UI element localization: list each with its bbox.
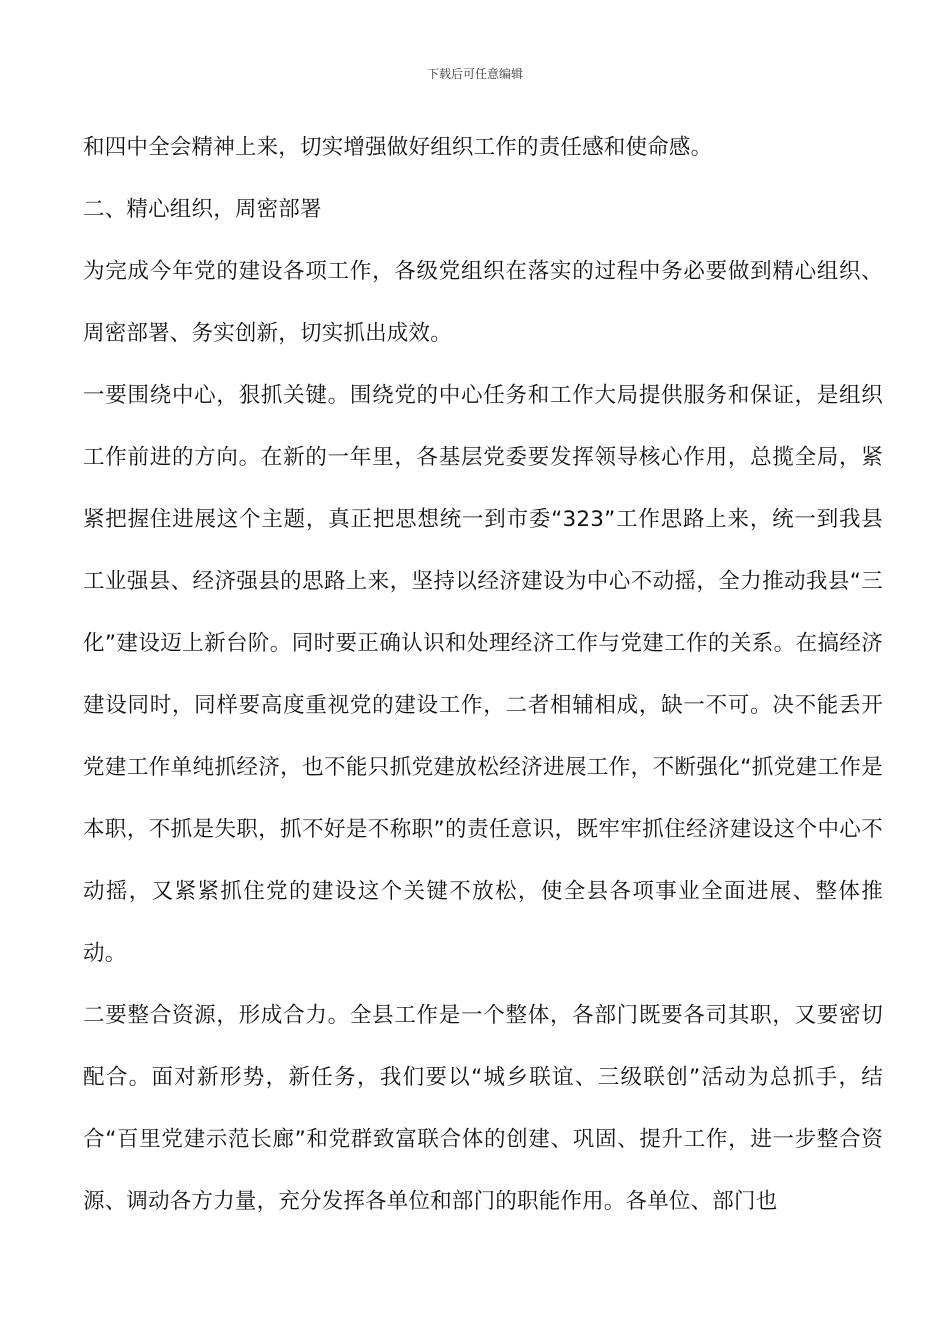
download-editable-note: 下载后可任意编辑 — [426, 67, 523, 81]
section-heading-organize-deploy: 二、精心组织，周密部署 — [83, 197, 322, 222]
paragraph-focus-center: 一要围绕中心，狠抓关键。围绕党的中心任务和工作大局提供服务和保证，是组织工作前进的方向。在新的一年里，各基层党委要发挥领导核心作用，总揽全局，紧紧把握住进展这个主题，真正把思想统一到市委“323”工作思路上来，统一到我县工业强县、经济强县的思路上来，坚持以经济建设为中心不动摇，全力推动我县“三化”建设迈上新台阶。同时要正确认识和处理经济工作与党建工作的关系。在搞经济建设同时，同样要高度重视党的建设工作，二者相辅相成，缺一不可。决不能丢开党建工作单纯抓经济，也不能只抓党建放松经济进展工作，不断强化“抓党建工作是本职，不抓是失职，抓不好是不称职”的责任意识，既牢牢抓住经济建设这个中心不动摇，又紧紧抓住党的建设这个关键不放松，使全县各项事业全面进展、整体推动。 — [83, 383, 883, 966]
paragraph-plenary-spirit: 和四中全会精神上来，切实增强做好组织工作的责任感和使命感。 — [83, 135, 713, 160]
paragraph-party-building-tasks: 为完成今年党的建设各项工作，各级党组织在落实的过程中务必要做到精心组织、周密部署、务实创新，切实抓出成效。 — [83, 259, 883, 346]
document-body — [83, 117, 883, 1233]
paragraph-integrate-resources: 二要整合资源，形成合力。全县工作是一个整体，各部门既要各司其职，又要密切配合。面对新形势，新任务，我们要以“城乡联谊、三级联创”活动为总抓手，结合“百里党建示范长廊”和党群致富联合体的创建、巩固、提升工作，进一步整合资源、调动各方力量，充分发挥各单位和部门的职能作用。各单位、部门也 — [83, 1003, 883, 1214]
